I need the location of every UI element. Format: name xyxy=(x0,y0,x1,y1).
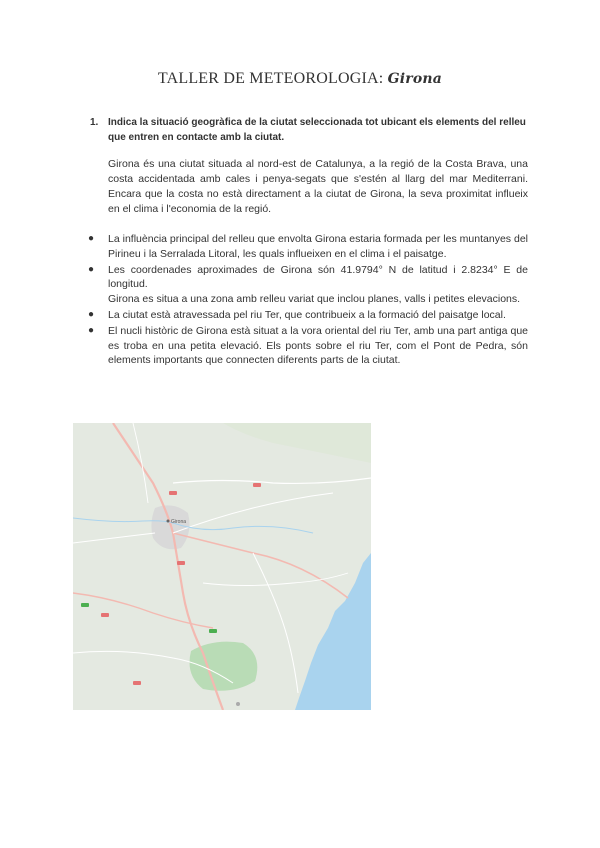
map-city-dot xyxy=(167,520,170,523)
map-road-badge xyxy=(253,483,261,487)
map-road-badge xyxy=(101,613,109,617)
list-item xyxy=(88,308,528,323)
bullet-icon: ● xyxy=(88,324,95,336)
question-1 xyxy=(90,115,530,145)
map-road-badge xyxy=(209,629,217,633)
bullet-text: El nucli històric de Girona està situat a la vora oriental del riu Ter, amb una part antiga que es troba en una petita elevació. Els ponts sobre el riu Ter, com el Pont de Pedra, són elements importants que connecten diferents parts de la ciutat. xyxy=(108,324,528,367)
bullet-text: Les coordenades aproximades de Girona són 41.9794° N de latitud i 2.8234° E de longitud. xyxy=(108,263,528,291)
bullet-icon: ● xyxy=(88,308,95,320)
title-city: Girona xyxy=(387,71,443,87)
list-item xyxy=(88,324,528,368)
map-road-badge xyxy=(81,603,89,607)
question-text: Indica la situació geogràfica de la ciutat seleccionada tot ubicant els elements del relleu que entren en contacte amb la ciutat. xyxy=(108,117,526,143)
list-item xyxy=(88,263,528,307)
bullet-icon: ● xyxy=(88,233,95,244)
list-item xyxy=(88,232,528,262)
bullet-text: La ciutat està atravessada pel riu Ter, que contribueix a la formació del paisatge local. xyxy=(108,308,506,321)
map-pin-icon xyxy=(236,702,240,706)
title-prefix: TALLER DE METEOROLOGIA: xyxy=(157,70,384,87)
bullet-text-extra: Girona es situa a una zona amb relleu variat que inclou planes, valls i petites elevacions. xyxy=(108,293,521,306)
intro-paragraph: Girona és una ciutat situada al nord-est de Catalunya, a la regió de la Costa Brava, una costa accidentada amb cales i penya-segats que s'estén al llarg del mar Mediterrani. Encara que la costa no està directament a la ciutat de Girona, la seva proximitat influeix en el clima i l'economia de la regió. xyxy=(108,158,528,215)
bullet-icon: ● xyxy=(88,263,95,275)
map-road-badge xyxy=(169,491,177,495)
map-image xyxy=(73,423,371,710)
map-road-badge xyxy=(177,561,185,565)
page-title xyxy=(0,70,600,88)
map-svg xyxy=(73,423,371,710)
map-road-badge xyxy=(133,681,141,685)
map-city-label: Girona xyxy=(171,519,187,525)
question-number: 1. xyxy=(90,117,99,128)
bullet-list xyxy=(88,232,528,369)
bullet-text: La influència principal del relleu que envolta Girona estaria formada per les muntanyes del Pirineu i la Serralada Litoral, les quals influeixen en el clima i el paisatge. xyxy=(108,233,528,260)
map-park xyxy=(190,642,258,691)
